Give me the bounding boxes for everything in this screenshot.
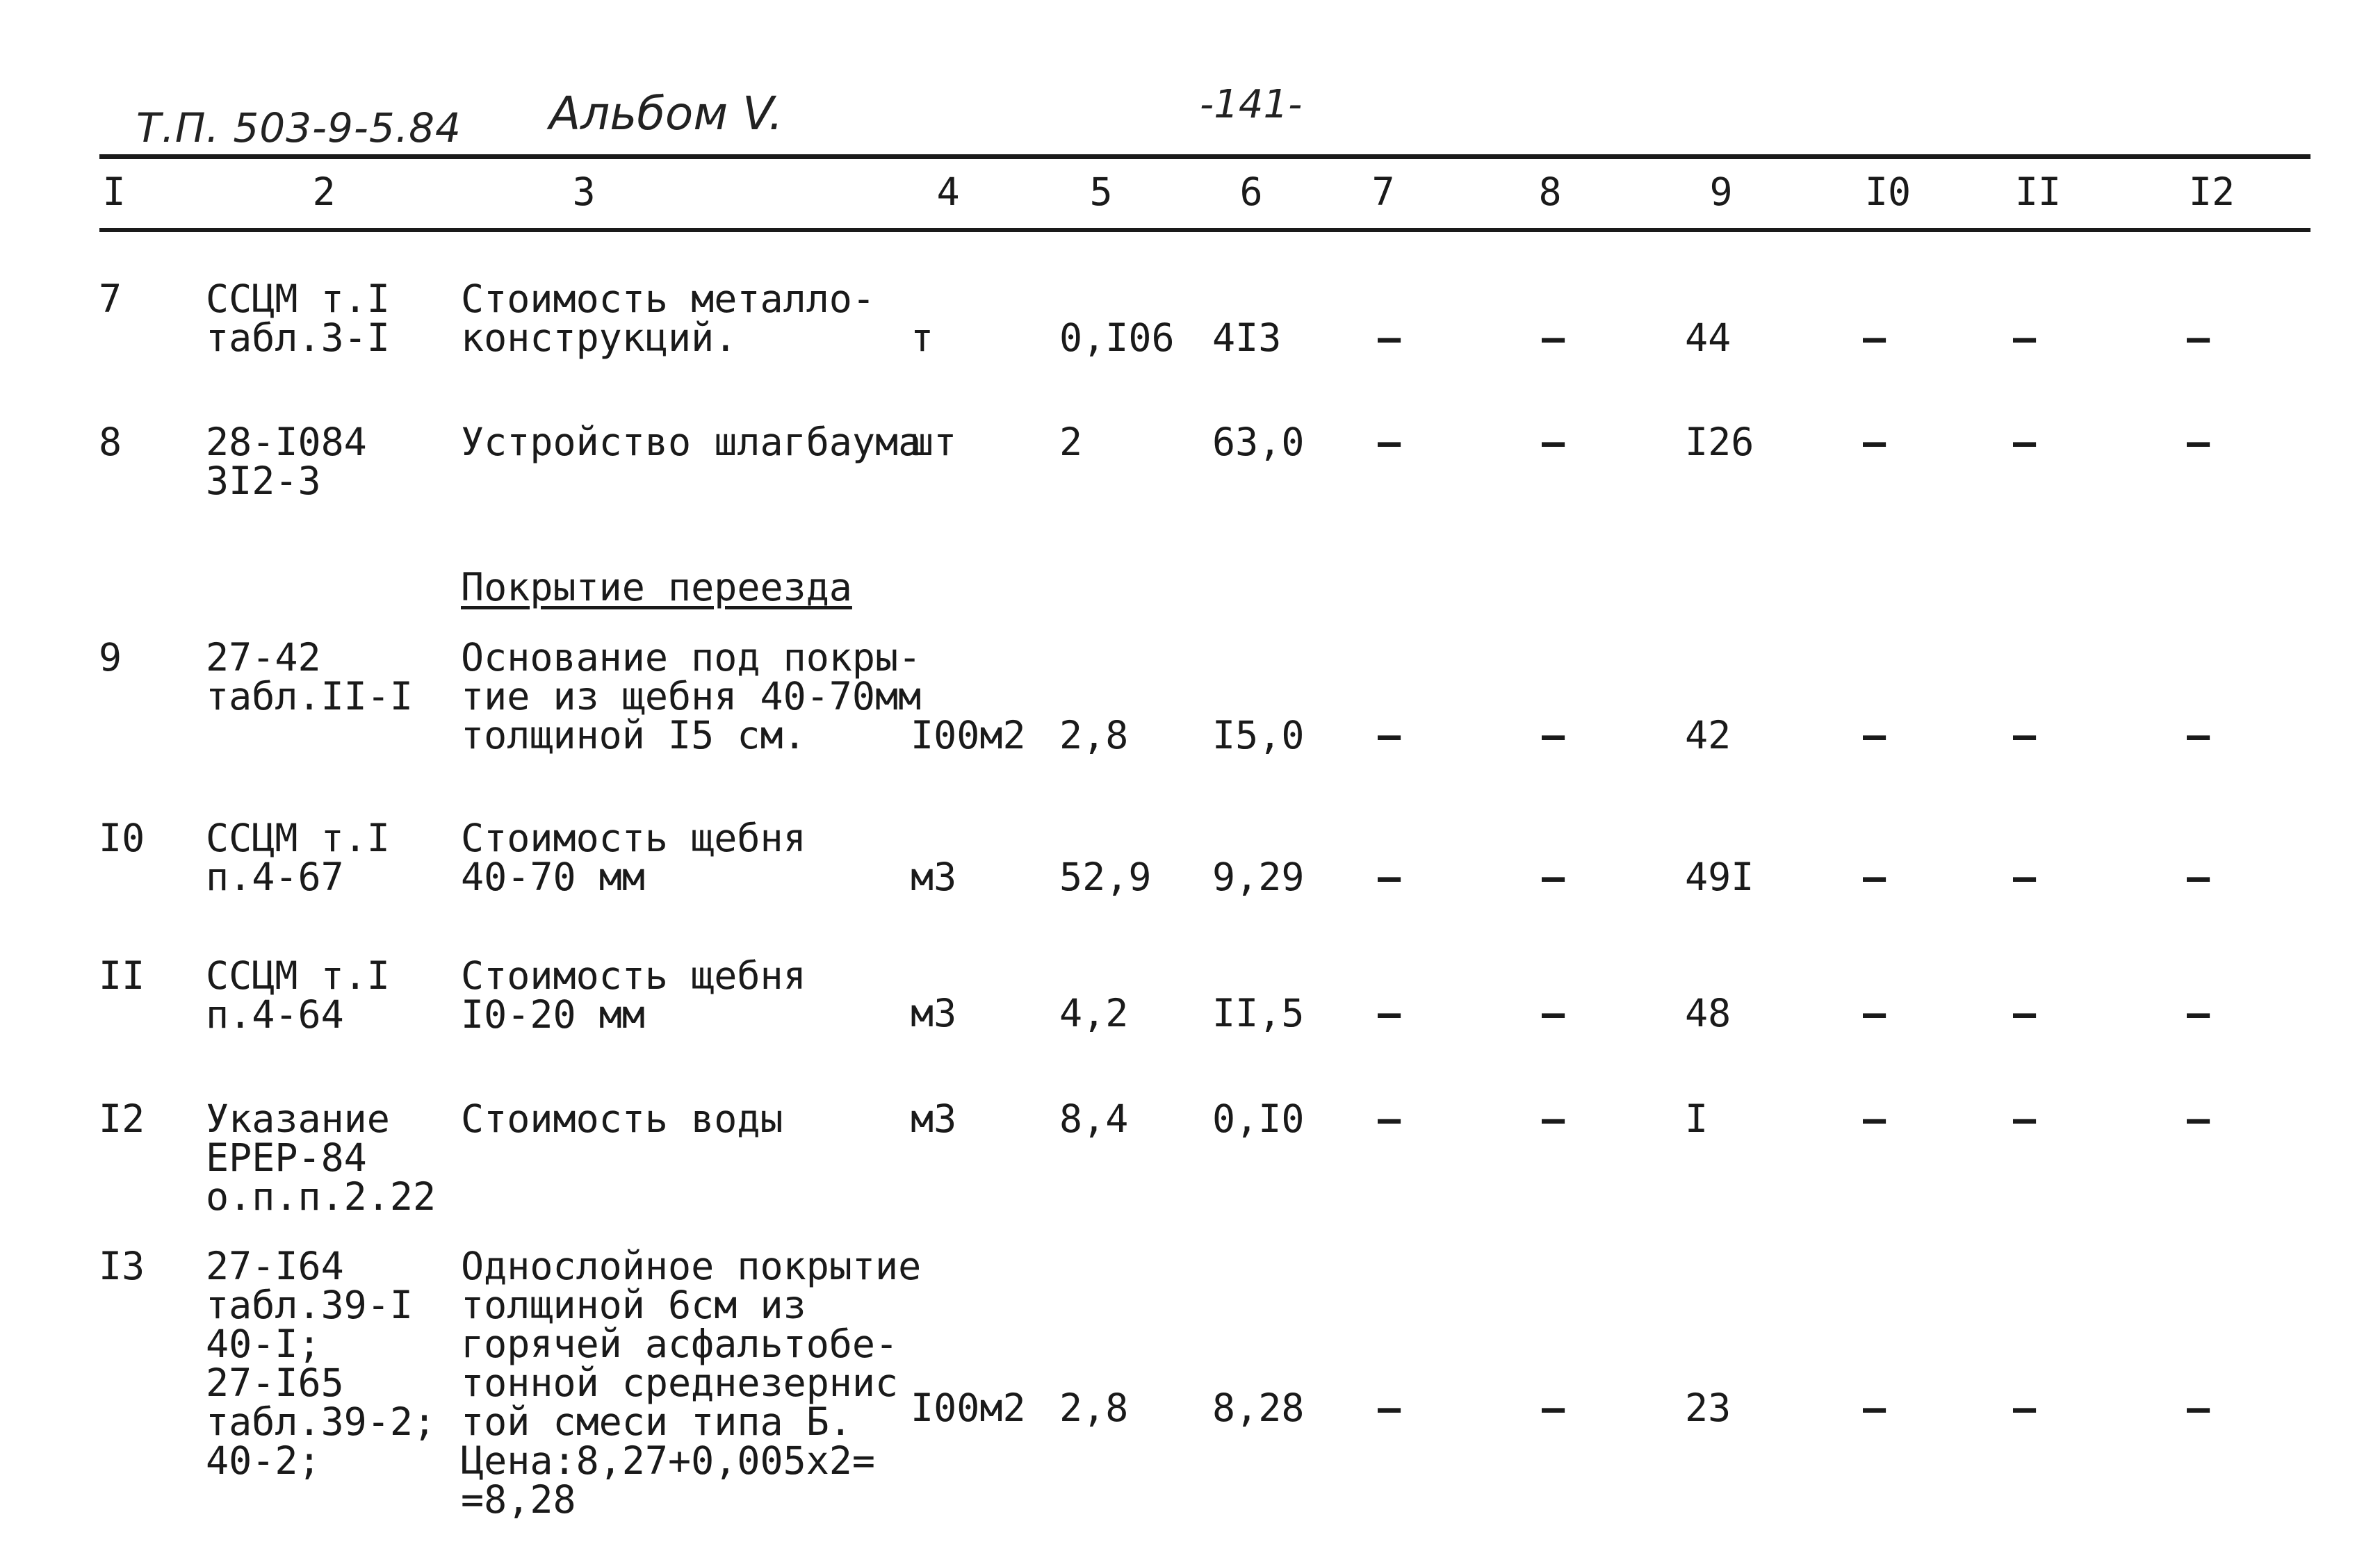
work-name: Стоимость щебня 40-70 мм <box>461 816 806 899</box>
unit-price: 63,0 <box>1212 420 1305 464</box>
unit: I00м2 <box>911 1386 1026 1430</box>
total-cost: 49I <box>1685 855 1754 899</box>
column-header-8: 8 <box>1538 170 1562 214</box>
unit: м3 <box>911 991 957 1035</box>
total-cost: 48 <box>1685 991 1731 1035</box>
column-12-value: – <box>2187 713 2210 757</box>
reference: 27-42 табл.II-I <box>206 635 414 719</box>
quantity: 2,8 <box>1059 713 1129 757</box>
work-name: Стоимость металло- конструкций. <box>461 277 876 360</box>
column-12-value: – <box>2187 991 2210 1035</box>
column-header-3: 3 <box>572 170 596 214</box>
column-header-12: I2 <box>2188 170 2235 214</box>
column-7-value: – <box>1378 991 1401 1035</box>
column-10-value: – <box>1863 855 1886 899</box>
unit: шт <box>911 420 957 464</box>
unit-price: 9,29 <box>1212 855 1305 899</box>
unit: м3 <box>911 1097 957 1141</box>
column-8-value: – <box>1542 1097 1565 1141</box>
column-header-1: I <box>102 170 126 214</box>
unit: т <box>911 315 934 360</box>
row-number: I2 <box>99 1097 145 1141</box>
column-8-value: – <box>1542 991 1565 1035</box>
column-8-value: – <box>1542 1386 1565 1430</box>
unit-price: 4I3 <box>1212 315 1282 360</box>
column-header-10: I0 <box>1864 170 1912 214</box>
work-name: Стоимость воды <box>461 1097 783 1141</box>
column-10-value: – <box>1863 315 1886 360</box>
column-10-value: – <box>1863 1386 1886 1430</box>
column-header-6: 6 <box>1239 170 1263 214</box>
row-number: II <box>99 953 145 998</box>
column-10-value: – <box>1863 420 1886 464</box>
reference: Указание ЕРЕР-84 о.п.п.2.22 <box>206 1097 437 1219</box>
column-11-value: – <box>2013 420 2037 464</box>
column-8-value: – <box>1542 713 1565 757</box>
total-cost: 42 <box>1685 713 1731 757</box>
row-number: I0 <box>99 816 145 860</box>
column-header-4: 4 <box>936 170 960 214</box>
unit: м3 <box>911 855 957 899</box>
column-header-7: 7 <box>1371 170 1395 214</box>
column-7-value: – <box>1378 1097 1401 1141</box>
document-code: Т.П. 503-9-5.84 <box>136 104 462 151</box>
column-11-value: – <box>2013 855 2037 899</box>
page-number: -141- <box>1200 82 1303 127</box>
column-7-value: – <box>1378 713 1401 757</box>
quantity: 0,I06 <box>1059 315 1175 360</box>
column-7-value: – <box>1378 420 1401 464</box>
quantity: 8,4 <box>1059 1097 1129 1141</box>
row-number: 9 <box>99 635 122 680</box>
row-number: I3 <box>99 1244 145 1288</box>
unit: I00м2 <box>911 713 1026 757</box>
column-10-value: – <box>1863 991 1886 1035</box>
row-number: 7 <box>99 277 122 321</box>
unit-price: 8,28 <box>1212 1386 1305 1430</box>
column-11-value: – <box>2013 315 2037 360</box>
work-name: Стоимость щебня I0-20 мм <box>461 953 806 1037</box>
quantity: 2 <box>1059 420 1083 464</box>
unit-price: I5,0 <box>1212 713 1305 757</box>
row-number: 8 <box>99 420 122 464</box>
quantity: 4,2 <box>1059 991 1129 1035</box>
header-rule <box>99 228 2310 232</box>
column-11-value: – <box>2013 1386 2037 1430</box>
column-12-value: – <box>2187 420 2210 464</box>
quantity: 2,8 <box>1059 1386 1129 1430</box>
column-header-11: II <box>2014 170 2062 214</box>
total-cost: I <box>1685 1097 1709 1141</box>
column-8-value: – <box>1542 855 1565 899</box>
top-rule <box>99 154 2310 159</box>
unit-price: 0,I0 <box>1212 1097 1305 1141</box>
work-name: Устройство шлагбаума <box>461 420 922 464</box>
column-12-value: – <box>2187 1386 2210 1430</box>
column-12-value: – <box>2187 855 2210 899</box>
column-header-2: 2 <box>312 170 336 214</box>
column-header-5: 5 <box>1089 170 1113 214</box>
column-8-value: – <box>1542 315 1565 360</box>
work-name: Однослойное покрытие толщиной 6см из горячей асфальтобе- тонной среднезернис той смеси типа Б. Цена:8,27+0,005х2= =8,28 <box>461 1244 922 1522</box>
reference: ССЦМ т.I п.4-67 <box>206 816 390 899</box>
section-title: Покрытие переезда <box>461 565 852 609</box>
quantity: 52,9 <box>1059 855 1152 899</box>
column-12-value: – <box>2187 1097 2210 1141</box>
total-cost: I26 <box>1685 420 1754 464</box>
column-7-value: – <box>1378 855 1401 899</box>
column-11-value: – <box>2013 991 2037 1035</box>
reference: ССЦМ т.I п.4-64 <box>206 953 390 1037</box>
column-11-value: – <box>2013 713 2037 757</box>
column-8-value: – <box>1542 420 1565 464</box>
column-10-value: – <box>1863 713 1886 757</box>
column-header-9: 9 <box>1709 170 1733 214</box>
column-11-value: – <box>2013 1097 2037 1141</box>
column-10-value: – <box>1863 1097 1886 1141</box>
reference: 28-I084 3I2-3 <box>206 420 367 503</box>
album-title: Альбом V. <box>549 87 783 140</box>
column-12-value: – <box>2187 315 2210 360</box>
reference: ССЦМ т.I табл.3-I <box>206 277 390 360</box>
column-7-value: – <box>1378 315 1401 360</box>
unit-price: II,5 <box>1212 991 1305 1035</box>
work-name: Основание под покры- тие из щебня 40-70мм толщиной I5 см. <box>461 635 922 757</box>
total-cost: 44 <box>1685 315 1731 360</box>
column-7-value: – <box>1378 1386 1401 1430</box>
reference: 27-I64 табл.39-I 40-I; 27-I65 табл.39-2; 40-2; <box>206 1244 437 1483</box>
total-cost: 23 <box>1685 1386 1731 1430</box>
